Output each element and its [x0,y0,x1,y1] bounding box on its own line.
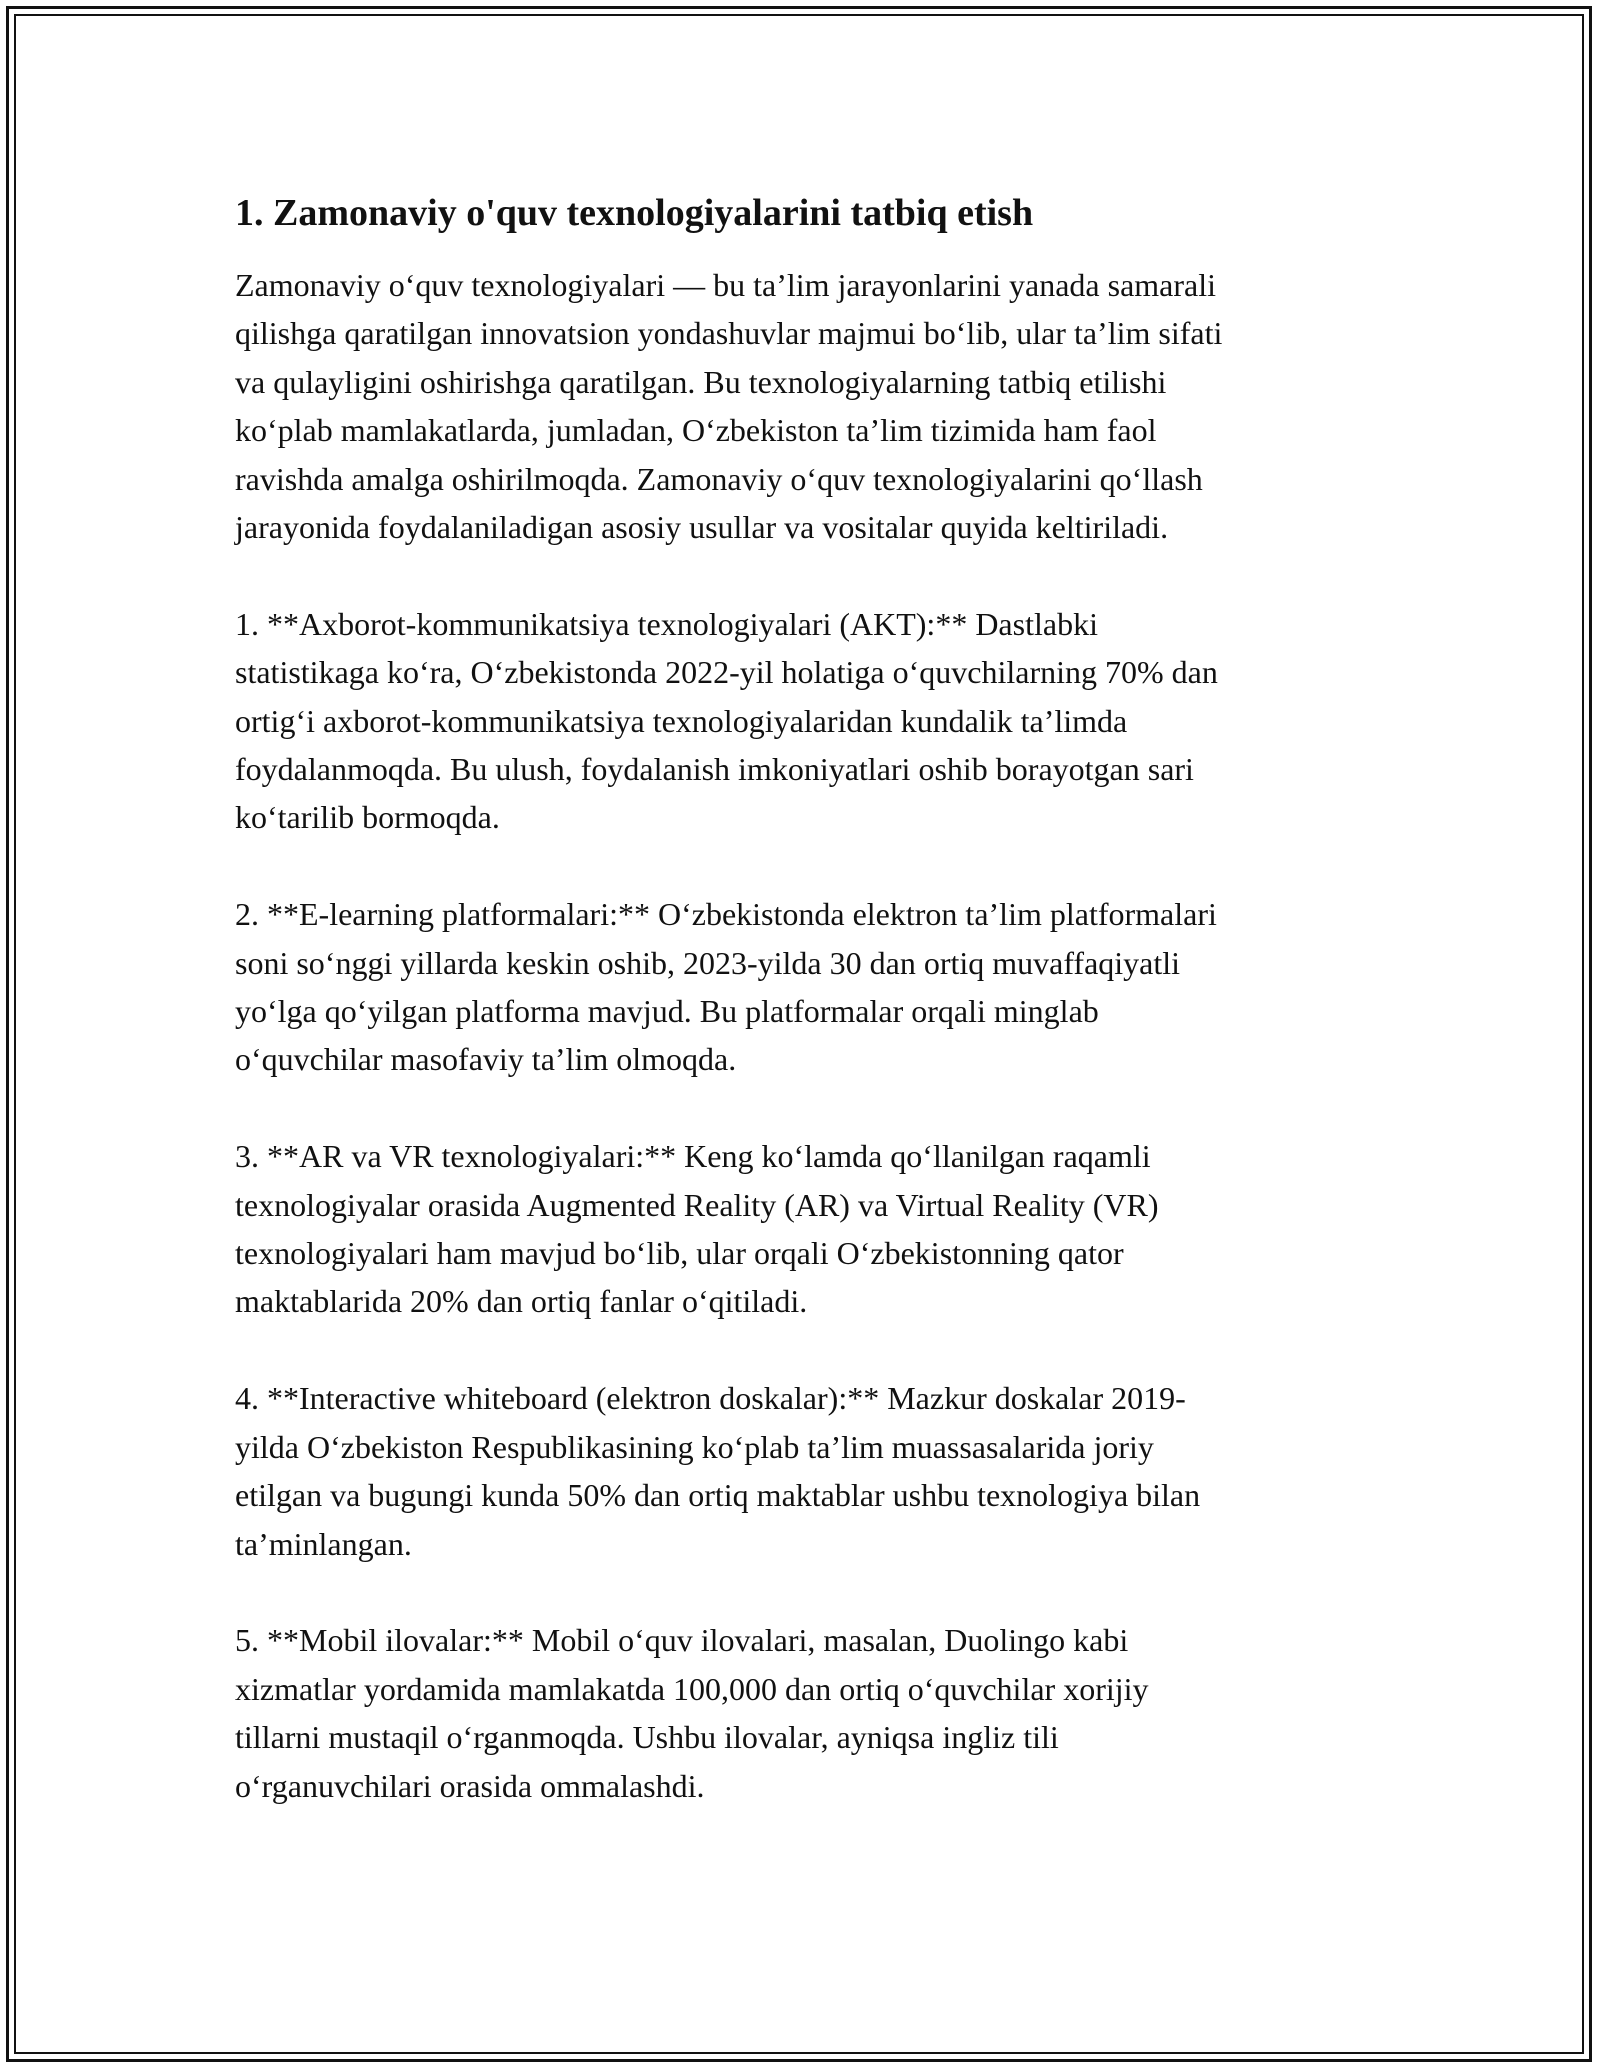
intro-paragraph [235,261,1375,551]
text-line: xizmatlar yordamida mamlakatda 100,000 dan ortiq o‘quvchilar xorijiy [235,1670,1149,1707]
text-line: ko‘plab mamlakatlarda, jumladan, O‘zbekiston ta’lim tizimida ham faol [235,412,1157,449]
text-line: o‘quvchilar masofaviy ta’lim olmoqda. [235,1041,737,1078]
text-line: soni so‘nggi yillarda keskin oshib, 2023-yilda 30 dan ortiq muvaffaqiyatli [235,944,1181,981]
text-line: o‘rganuvchilari orasida ommalashdi. [235,1767,705,1804]
text-line: Zamonaviy o‘quv texnologiyalari — bu ta’lim jarayonlarini yanada samarali [235,267,1217,303]
text-line: 3. **AR va VR texnologiyalari:** Keng ko‘lamda qo‘llanilgan raqamli [235,1138,1151,1175]
text-line: 5. **Mobil ilovalar:** Mobil o‘quv ilovalari, masalan, Duolingo kabi [235,1622,1129,1659]
list-item-akt [235,600,1375,842]
text-line: statistikaga ko‘ra, O‘zbekistonda 2022-yil holatiga o‘quvchilarning 70% dan [235,654,1218,691]
document-title: 1. Zamonaviy o'quv texnologiyalarini tatbiq etish [235,192,1034,234]
list-item-whiteboard [235,1374,1375,1568]
text-line: ortig‘i axborot-kommunikatsiya texnologiyalaridan kundalik ta’limda [235,702,1128,739]
text-line: foydalanmoqda. Bu ulush, foydalanish imkoniyatlari oshib borayotgan sari [235,751,1194,788]
text-line: ta’minlangan. [235,1525,412,1562]
text-line: 1. **Axborot-kommunikatsiya texnologiyalari (AKT):** Dastlabki [235,605,1098,642]
text-line: maktablarida 20% dan ortiq fanlar o‘qitiladi. [235,1283,808,1320]
text-line: ravishda amalga oshirilmoqda. Zamonaviy o‘quv texnologiyalarini qo‘llash [235,460,1203,497]
text-line: texnologiyalari ham mavjud bo‘lib, ular orqali O‘zbekistonning qator [235,1235,1124,1272]
list-item-mobile-apps [235,1616,1375,1810]
text-line: yilda O‘zbekiston Respublikasining ko‘plab ta’lim muassasalarida joriy [235,1428,1154,1465]
text-line: ko‘tarilib bormoqda. [235,799,500,836]
list-item-elearning [235,890,1375,1084]
text-line: qilishga qaratilgan innovatsion yondashuvlar majmui bo‘lib, ular ta’lim sifati [235,315,1223,352]
text-line: yo‘lga qo‘yilgan platforma mavjud. Bu platformalar orqali minglab [235,993,1099,1030]
document-body [235,183,1375,1858]
text-line: etilgan va bugungi kunda 50% dan ortiq maktablar ushbu texnologiya bilan [235,1477,1201,1514]
text-line: jarayonida foydalaniladigan asosiy usullar va vositalar quyida keltiriladi. [235,509,1169,546]
text-line: 4. **Interactive whiteboard (elektron doskalar):** Mazkur doskalar 2019- [235,1380,1186,1417]
list-item-ar-vr [235,1132,1375,1326]
text-line: va qulayligini oshirishga qaratilgan. Bu texnologiyalarning tatbiq etilishi [235,363,1167,400]
text-line: 2. **E-learning platformalari:** O‘zbekistonda elektron ta’lim platformalari [235,896,1217,933]
text-line: tillarni mustaqil o‘rganmoqda. Ushbu ilovalar, ayniqsa ingliz tili [235,1719,1059,1756]
text-line: texnologiyalar orasida Augmented Reality (AR) va Virtual Reality (VR) [235,1186,1159,1223]
